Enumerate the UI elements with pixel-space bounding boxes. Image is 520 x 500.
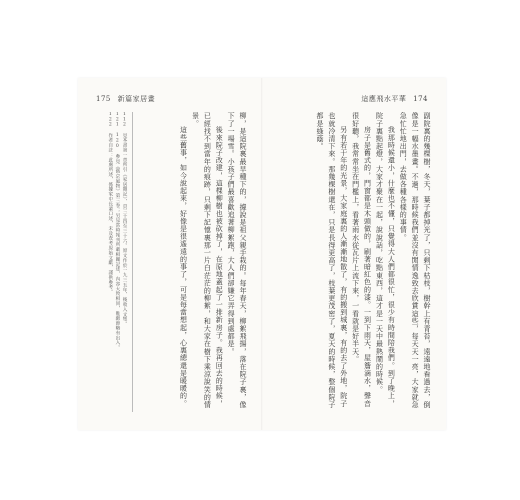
paragraph: 房子是舊式的，門窗都是木頭做的，刷著暗紅色的漆。一到下雨天，屋簷滴水，聲音很好聽，我常常坐在門檻上，看著雨水從瓦片上流下來，一看就是好半天。	[351, 112, 372, 408]
right-page-number: 174	[413, 95, 428, 103]
paragraph: 後來院子改建，這棵柳樹也被砍掉了，在原地蓋起了一排新房子。我再回去的時候，已經找不到當年的痕跡，只剩下記憶裏那一片白茫茫的柳絮，和大家在樹下乘涼說笑的情景。	[191, 112, 224, 409]
left-page-number: 175	[96, 95, 111, 103]
right-page	[262, 78, 446, 430]
paragraph: 柳，是這院裏最早種下的，據說是祖父親手栽的。每年春天，柳絮飛揚，落在院子裏，像下了一場雪。小孩子們最喜歡追著柳絮跑，大人們卻嫌它弄得到處都是。	[227, 112, 247, 409]
paragraph: 我那時候還小，什麼也不懂，只覺得大人們都很忙，很少有時間陪我們。到了晚上，院子裏點起燈，大家才聚在一起，說說話，吃點東西，這才是一天中最熱鬧的時候。	[375, 112, 396, 408]
right-body-text	[276, 112, 432, 412]
right-page-header	[361, 94, 432, 104]
footnote: 121 120 參見《舊京風物》第三卷；另見當時報刊所載相關記述，內容大致相同，唯細節略有出入。	[114, 112, 120, 350]
paragraph: 副院裏的幾棵樹，冬天，葉子都掉光了，只剩下枯枝，樹幹上有青苔，遠遠地看過去，倒像是一幅水墨畫。不過，那時候我們並沒有閒情逸致去欣賞這些，每天天一亮，大家就急急忙忙地出門，去做各種各樣的事情。	[399, 112, 431, 409]
left-page-header	[92, 94, 155, 104]
book-spread	[78, 78, 446, 430]
footnote-divider	[132, 112, 133, 412]
footnote: 122 作者自註：此處所述，係據家中長輩口述，未及查考原始文獻，謹供參考。	[107, 112, 113, 295]
footnotes	[88, 112, 128, 412]
left-page	[78, 78, 262, 430]
footnote: 112 見本書第一章所引《家居雜記》，頁三十四至三十六。原文作於一九三五年，後收入文集。	[122, 112, 127, 327]
paragraph: 另有若干年的光景，大家庭裏的人漸漸地散了，有的搬到城裏，有的去了外地，院子也就冷清下來。那幾棵樹還在，只是長得更高了，枝葉更茂密了，夏天的時候，整個院子都是綠蔭。	[315, 112, 348, 409]
right-running-title: 這應飛水平華	[361, 95, 407, 103]
left-running-title: 新篇家居畫	[117, 95, 156, 103]
paragraph: 這些舊事，如今說起來，好像是很遙遠的事了，可是每當想起，心裏總還是暖暖的。	[179, 126, 188, 408]
left-body-text	[140, 112, 248, 412]
